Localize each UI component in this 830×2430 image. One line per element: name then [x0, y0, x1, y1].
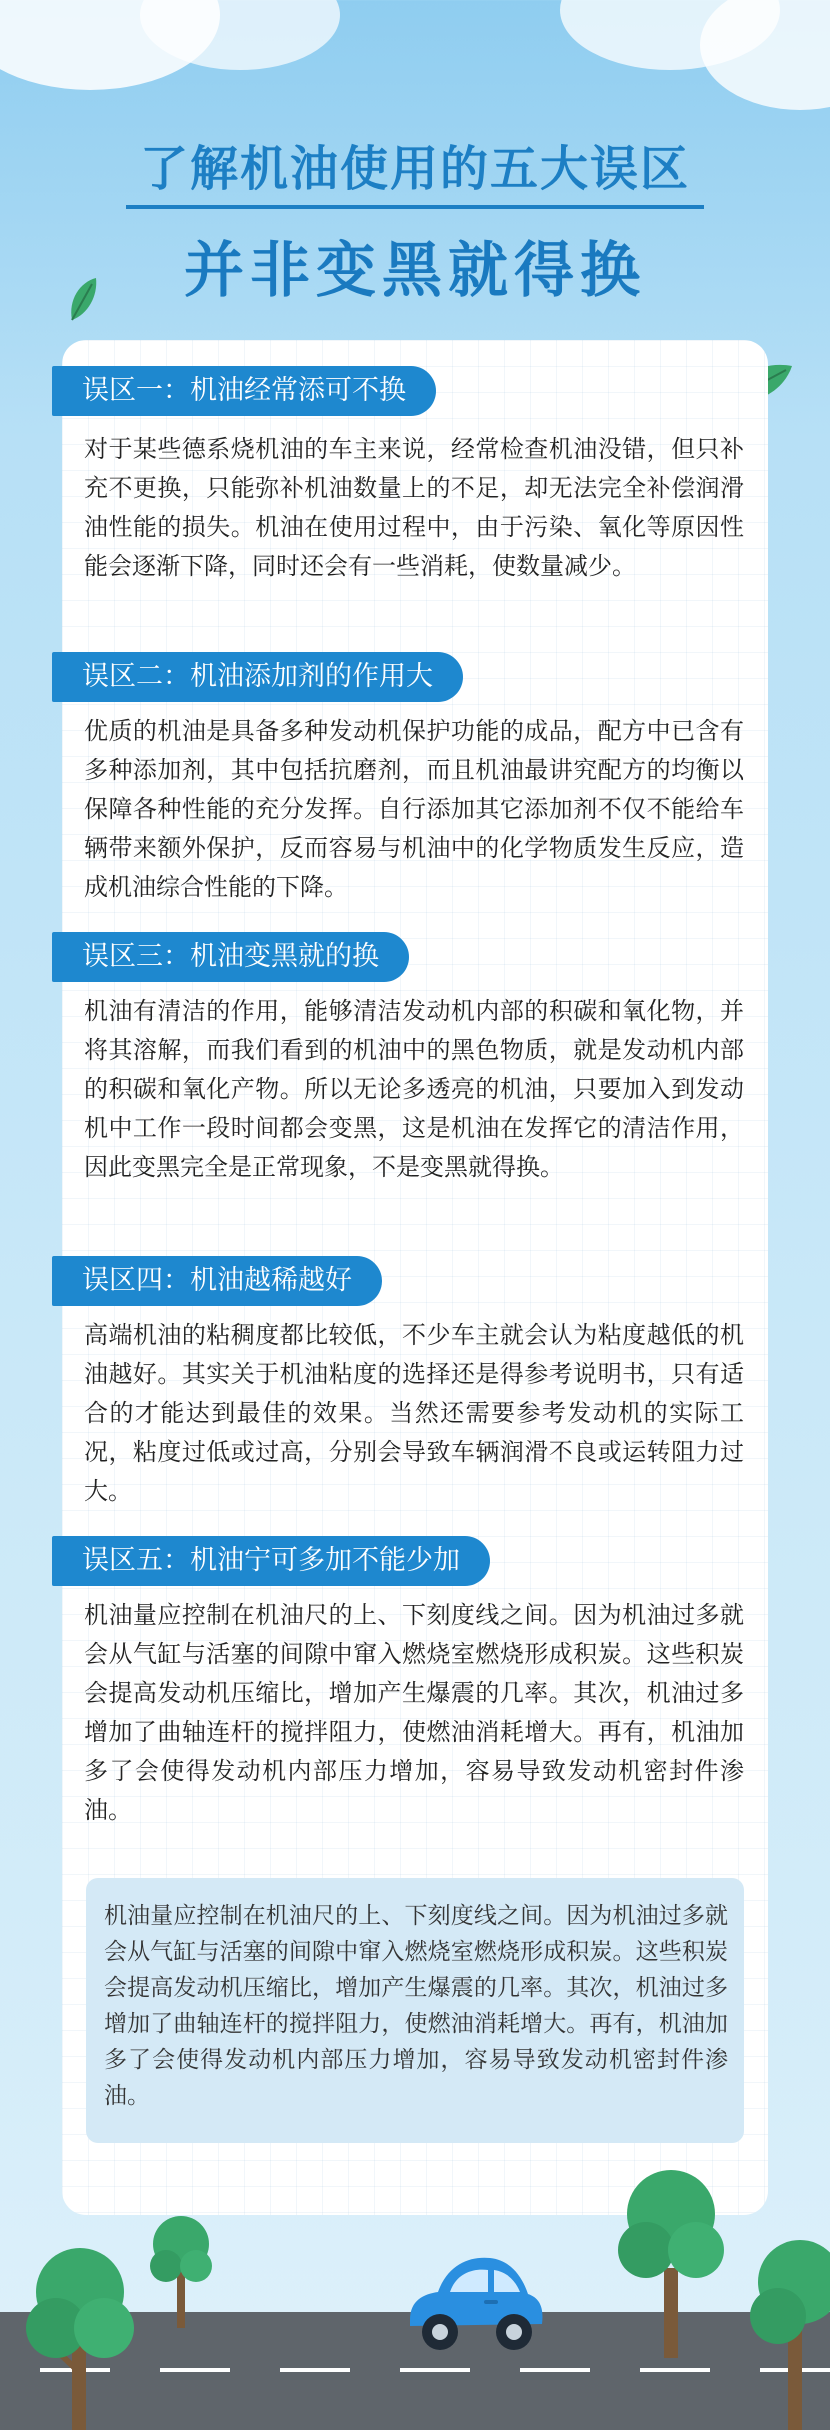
section-header: 误区三：机油变黑就的换	[52, 932, 409, 982]
title-block	[0, 130, 830, 309]
page-title: 了解机油使用的五大误区	[126, 130, 704, 209]
leaf-icon	[66, 276, 100, 324]
section-body: 优质的机油是具备多种发动机保护功能的成品，配方中已含有多种添加剂，其中包括抗磨剂，而且机油最讲究配方的均衡以保障各种性能的充分发挥。自行添加其它添加剂不仅不能给车辆带来额外保护，反而容易与机油中的化学物质发生反应，造成机油综合性能的下降。	[84, 717, 744, 901]
lane-marking	[520, 2368, 590, 2372]
lane-marking	[640, 2368, 710, 2372]
section-body: 高端机油的粘稠度都比较低，不少车主就会认为粘度越低的机油越好。其实关于机油粘度的选择还是得参考说明书，只有适合的才能达到最佳的效果。当然还需要参考发动机的实际工况，粘度过低或过高，分别会导致车辆润滑不良或运转阻力过大。	[84, 1321, 744, 1505]
tree-icon	[748, 2226, 830, 2430]
section-header: 误区四：机油越稀越好	[52, 1256, 382, 1306]
car-icon	[392, 2250, 552, 2360]
cloud-icon	[700, 0, 830, 110]
note-text: 机油量应控制在机油尺的上、下刻度线之间。因为机油过多就会从气缸与活塞的间隙中窜入燃烧室燃烧形成积炭。这些积炭会提高发动机压缩比，增加产生爆震的几率。其次，机油过多增加了曲轴连杆的搅拌阻力，使燃油消耗增大。再有，机油加多了会使得发动机内部压力增加，容易导致发动机密封件渗油。	[104, 1903, 728, 2109]
tree-icon	[616, 2158, 726, 2358]
section-header: 误区二：机油添加剂的作用大	[52, 652, 463, 702]
page-subtitle: 并非变黑就得换	[184, 236, 646, 306]
tree-icon	[146, 2208, 216, 2328]
lane-marking	[400, 2368, 470, 2372]
tree-icon	[20, 2232, 140, 2430]
section-body: 机油有清洁的作用，能够清洁发动机内部的积碳和氧化物，并将其溶解，而我们看到的机油中的黑色物质，就是发动机内部的积碳和氧化产物。所以无论多透亮的机油，只要加入到发动机中工作一段时间都会变黑，这是机油在发挥它的清洁作用，因此变黑完全是正常现象，不是变黑就得换。	[84, 997, 744, 1181]
section-body: 机油量应控制在机油尺的上、下刻度线之间。因为机油过多就会从气缸与活塞的间隙中窜入燃烧室燃烧形成积炭。这些积炭会提高发动机压缩比，增加产生爆震的几率。其次，机油过多增加了曲轴连杆的搅拌阻力，使燃油消耗增大。再有，机油加多了会使得发动机内部压力增加，容易导致发动机密封件渗油。	[84, 1601, 744, 1824]
section-header: 误区五：机油宁可多加不能少加	[52, 1536, 490, 1586]
lane-marking	[280, 2368, 350, 2372]
lane-marking	[160, 2368, 230, 2372]
section-body: 对于某些德系烧机油的车主来说，经常检查机油没错，但只补充不更换，只能弥补机油数量上的不足，却无法完全补偿润滑油性能的损失。机油在使用过程中，由于污染、氧化等原因性能会逐渐下降，同时还会有一些消耗，使数量减少。	[84, 435, 744, 580]
section-header: 误区一：机油经常添可不换	[52, 366, 436, 416]
